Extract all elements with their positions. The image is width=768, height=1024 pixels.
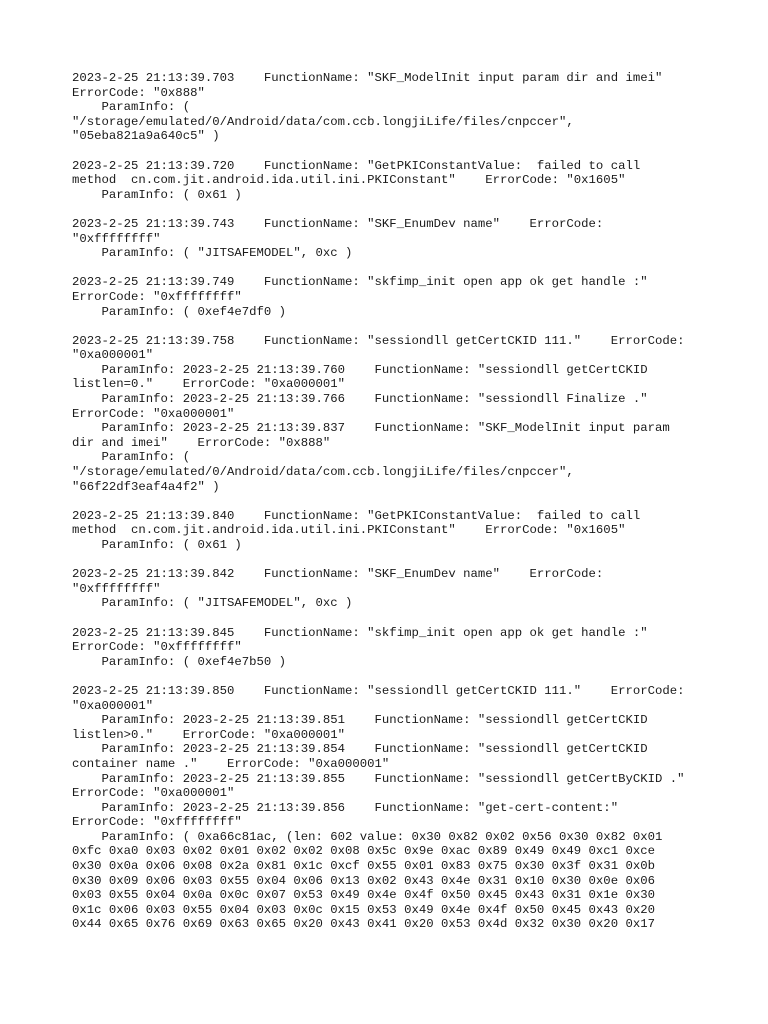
log-entry <box>72 567 752 611</box>
log-line: ParamInfo: ( "JITSAFEMODEL", 0xc ) <box>72 246 353 261</box>
log-line: ErrorCode: "0xffffffff" <box>72 640 242 655</box>
log-line: "0xa000001" <box>72 348 154 363</box>
log-line: "0xffffffff" <box>72 581 161 596</box>
log-line: listlen>0." ErrorCode: "0xa000001" <box>72 727 346 742</box>
log-line: ParamInfo: ( <box>72 100 191 115</box>
log-line: "05eba821a9a640c5" ) <box>72 129 220 144</box>
log-entry <box>72 509 752 553</box>
log-line: 0x03 0x55 0x04 0x0a 0x0c 0x07 0x53 0x49 0x4e 0x4f 0x50 0x45 0x43 0x31 0x1e 0x30 <box>72 888 655 903</box>
log-line: "66f22df3eaf4a4f2" ) <box>72 479 220 494</box>
log-line: 0xfc 0xa0 0x03 0x02 0x01 0x02 0x02 0x08 0x5c 0x9e 0xac 0x89 0x49 0x49 0xc1 0xce <box>72 844 655 859</box>
log-line: ParamInfo: 2023-2-25 21:13:39.854 FunctionName: "sessiondll getCertCKID <box>72 742 648 757</box>
log-line: ParamInfo: 2023-2-25 21:13:39.855 FunctionName: "sessiondll getCertByCKID ." <box>72 771 685 786</box>
log-line: ParamInfo: 2023-2-25 21:13:39.837 FunctionName: "SKF_ModelInit input param <box>72 421 670 436</box>
log-line: ErrorCode: "0xa000001" <box>72 786 235 801</box>
log-line: 2023-2-25 21:13:39.840 FunctionName: "GetPKIConstantValue: failed to call <box>72 508 641 523</box>
log-line: ParamInfo: 2023-2-25 21:13:39.760 FunctionName: "sessiondll getCertCKID <box>72 362 648 377</box>
log-line: ParamInfo: ( 0x61 ) <box>72 538 242 552</box>
log-line: "/storage/emulated/0/Android/data/com.ccb.longjiLife/files/cnpccer", <box>72 114 574 129</box>
log-line: 0x30 0x09 0x06 0x03 0x55 0x04 0x06 0x13 0x02 0x43 0x4e 0x31 0x10 0x30 0x0e 0x06 <box>72 873 655 888</box>
log-entry <box>72 217 752 261</box>
log-line: method cn.com.jit.android.ida.util.ini.PKIConstant" ErrorCode: "0x1605" <box>72 173 626 188</box>
log-line: ParamInfo: ( <box>72 450 191 465</box>
log-line: 2023-2-25 21:13:39.703 FunctionName: "SKF_ModelInit input param dir and imei" <box>72 71 663 85</box>
log-line: ErrorCode: "0xffffffff" <box>72 815 242 830</box>
log-line: method cn.com.jit.android.ida.util.ini.PKIConstant" ErrorCode: "0x1605" <box>72 523 626 538</box>
log-line: ParamInfo: 2023-2-25 21:13:39.856 FunctionName: "get-cert-content:" <box>72 800 619 815</box>
log-entry <box>72 71 752 144</box>
log-line: 2023-2-25 21:13:39.749 FunctionName: "skfimp_init open app ok get handle :" <box>72 275 648 290</box>
log-line: dir and imei" ErrorCode: "0x888" <box>72 435 331 450</box>
log-entry <box>72 275 752 319</box>
log-line: ErrorCode: "0xa000001" <box>72 406 235 421</box>
log-entry <box>72 159 752 203</box>
log-entry <box>72 626 752 670</box>
log-line: 2023-2-25 21:13:39.758 FunctionName: "sessiondll getCertCKID 111." ErrorCode: <box>72 333 685 348</box>
log-line: 0x44 0x65 0x76 0x69 0x63 0x65 0x20 0x43 0x41 0x20 0x53 0x4d 0x32 0x30 0x20 0x17 <box>72 917 655 932</box>
log-line: ParamInfo: ( 0xa66c81ac, (len: 602 value: 0x30 0x82 0x02 0x56 0x30 0x82 0x01 <box>72 829 663 844</box>
log-line: 2023-2-25 21:13:39.842 FunctionName: "SKF_EnumDev name" ErrorCode: <box>72 567 604 582</box>
log-line: 2023-2-25 21:13:39.850 FunctionName: "sessiondll getCertCKID 111." ErrorCode: <box>72 683 685 698</box>
log-line: 0x1c 0x06 0x03 0x55 0x04 0x03 0x0c 0x15 0x53 0x49 0x4e 0x4f 0x50 0x45 0x43 0x20 <box>72 902 655 917</box>
log-line: "0xa000001" <box>72 698 154 713</box>
log-line: listlen=0." ErrorCode: "0xa000001" <box>72 377 346 392</box>
log-entry <box>72 334 752 495</box>
log-line: ParamInfo: ( 0xef4e7b50 ) <box>72 654 287 669</box>
log-line: ParamInfo: ( 0xef4e7df0 ) <box>72 304 287 319</box>
log-line: "0xffffffff" <box>72 231 161 246</box>
log-line: ErrorCode: "0xffffffff" <box>72 289 242 304</box>
log-line: 2023-2-25 21:13:39.720 FunctionName: "GetPKIConstantValue: failed to call <box>72 158 641 173</box>
log-line: container name ." ErrorCode: "0xa000001" <box>72 756 390 771</box>
log-line: 2023-2-25 21:13:39.845 FunctionName: "skfimp_init open app ok get handle :" <box>72 625 648 640</box>
log-line: ParamInfo: ( "JITSAFEMODEL", 0xc ) <box>72 596 353 611</box>
log-line: ErrorCode: "0x888" <box>72 85 205 100</box>
log-document <box>72 71 752 947</box>
log-line: 2023-2-25 21:13:39.743 FunctionName: "SKF_EnumDev name" ErrorCode: <box>72 216 604 231</box>
log-line: 0x30 0x0a 0x06 0x08 0x2a 0x81 0x1c 0xcf 0x55 0x01 0x83 0x75 0x30 0x3f 0x31 0x0b <box>72 859 655 874</box>
log-entry <box>72 684 752 932</box>
log-line: ParamInfo: 2023-2-25 21:13:39.766 FunctionName: "sessiondll Finalize ." <box>72 392 648 407</box>
log-line: ParamInfo: 2023-2-25 21:13:39.851 FunctionName: "sessiondll getCertCKID <box>72 713 648 728</box>
log-line: ParamInfo: ( 0x61 ) <box>72 187 242 202</box>
log-line: "/storage/emulated/0/Android/data/com.ccb.longjiLife/files/cnpccer", <box>72 465 574 480</box>
